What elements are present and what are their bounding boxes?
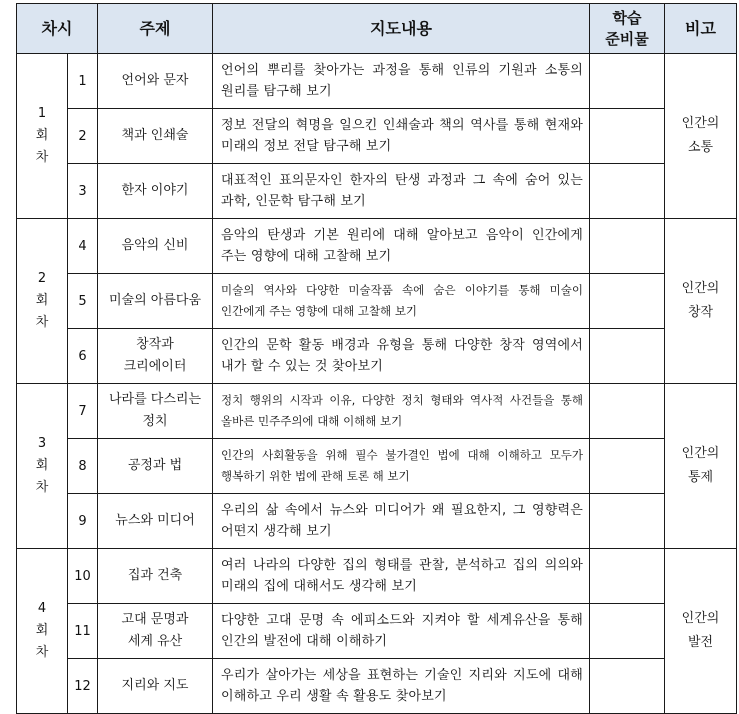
round-label-char: 2 xyxy=(37,271,47,286)
topic-cell xyxy=(98,604,213,659)
session-number: 9 xyxy=(68,494,98,549)
remark-cell xyxy=(665,54,737,219)
topic-line: 나라를 다스리는 xyxy=(108,392,202,407)
table-row xyxy=(17,384,737,439)
table-row xyxy=(17,219,737,274)
session-number: 1 xyxy=(68,54,98,109)
round-label-char: 차 xyxy=(35,150,49,165)
table-row xyxy=(17,494,737,549)
header-topic: 주제 xyxy=(98,4,213,54)
content-cell: 인간의 문학 활동 배경과 유형을 통해 다양한 창작 영역에서 내가 할 수 있는 것 찾아보기 xyxy=(213,329,590,384)
prep-cell xyxy=(590,659,665,714)
table-row xyxy=(17,329,737,384)
prep-cell xyxy=(590,329,665,384)
remark-cell xyxy=(665,384,737,549)
prep-cell xyxy=(590,384,665,439)
remark-line: 통제 xyxy=(687,470,714,485)
topic-cell xyxy=(98,494,213,549)
topic-line: 한자 이야기 xyxy=(121,183,189,198)
table-row xyxy=(17,274,737,329)
topic-line: 지리와 지도 xyxy=(121,678,189,693)
session-number: 7 xyxy=(68,384,98,439)
topic-cell xyxy=(98,274,213,329)
prep-cell xyxy=(590,439,665,494)
remark-line: 인간의 xyxy=(681,281,720,296)
header-content: 지도내용 xyxy=(213,4,590,54)
header-prep xyxy=(590,4,665,54)
topic-line: 공정과 법 xyxy=(127,458,183,473)
remark-line: 소통 xyxy=(687,140,714,155)
table-row xyxy=(17,549,737,604)
prep-cell xyxy=(590,549,665,604)
topic-cell xyxy=(98,329,213,384)
prep-cell xyxy=(590,109,665,164)
round-label-cell xyxy=(17,384,68,549)
header-round: 차시 xyxy=(17,4,98,54)
remark-line: 발전 xyxy=(687,635,714,650)
remark-cell xyxy=(665,549,737,714)
session-number: 4 xyxy=(68,219,98,274)
round-label-char: 회 xyxy=(35,128,49,143)
prep-cell xyxy=(590,604,665,659)
topic-line: 뉴스와 미디어 xyxy=(115,513,195,528)
content-cell: 인간의 사회활동을 위해 필수 불가결인 법에 대해 이해하고 모두가 행복하기 위한 법에 관해 토론 해 보기 xyxy=(213,439,590,494)
remark-line: 인간의 xyxy=(681,611,720,626)
round-label-char: 회 xyxy=(35,458,49,473)
round-label-cell xyxy=(17,54,68,219)
table-row xyxy=(17,439,737,494)
header-remark: 비고 xyxy=(665,4,737,54)
topic-cell xyxy=(98,164,213,219)
content-cell: 언어의 뿌리를 찾아가는 과정을 통해 인류의 기원과 소통의 원리를 탐구해 보기 xyxy=(213,54,590,109)
topic-cell xyxy=(98,54,213,109)
curriculum-document xyxy=(16,3,736,714)
curriculum-table xyxy=(16,3,737,714)
session-number: 11 xyxy=(68,604,98,659)
round-label-cell xyxy=(17,549,68,714)
prep-cell xyxy=(590,164,665,219)
round-label-char: 차 xyxy=(35,315,49,330)
prep-cell xyxy=(590,219,665,274)
topic-line: 창작과 xyxy=(136,337,174,352)
session-number: 5 xyxy=(68,274,98,329)
session-number: 2 xyxy=(68,109,98,164)
header-prep-line2: 준비물 xyxy=(605,29,649,48)
content-cell: 대표적인 표의문자인 한자의 탄생 과정과 그 속에 숨어 있는 과학, 인문학 탐구해 보기 xyxy=(213,164,590,219)
round-label-cell xyxy=(17,219,68,384)
prep-cell xyxy=(590,54,665,109)
topic-line: 미술의 아름다움 xyxy=(108,293,202,308)
topic-cell xyxy=(98,384,213,439)
remark-cell xyxy=(665,219,737,384)
session-number: 8 xyxy=(68,439,98,494)
prep-cell xyxy=(590,274,665,329)
topic-line: 정치 xyxy=(142,414,168,429)
topic-line: 책과 인쇄술 xyxy=(121,128,189,143)
remark-line: 인간의 xyxy=(681,446,720,461)
topic-cell xyxy=(98,109,213,164)
content-cell: 우리가 살아가는 세상을 표현하는 기술인 지리와 지도에 대해 이해하고 우리 생활 속 활용도 찾아보기 xyxy=(213,659,590,714)
table-row xyxy=(17,604,737,659)
remark-line: 인간의 xyxy=(681,116,720,131)
session-number: 3 xyxy=(68,164,98,219)
content-cell: 정보 전달의 혁명을 일으킨 인쇄술과 책의 역사를 통해 현재와 미래의 정보 전달 탐구해 보기 xyxy=(213,109,590,164)
topic-line: 언어와 문자 xyxy=(121,73,189,88)
topic-line: 크리에이터 xyxy=(123,359,187,374)
topic-cell xyxy=(98,549,213,604)
content-cell: 우리의 삶 속에서 뉴스와 미디어가 왜 필요한지, 그 영향력은 어떤지 생각해 보기 xyxy=(213,494,590,549)
round-label-char: 차 xyxy=(35,645,49,660)
content-cell: 다양한 고대 문명 속 에피소드와 지켜야 할 세계유산을 통해 인간의 발전에 대해 이해하기 xyxy=(213,604,590,659)
table-row xyxy=(17,659,737,714)
session-number: 10 xyxy=(68,549,98,604)
round-label-char: 차 xyxy=(35,480,49,495)
topic-cell xyxy=(98,219,213,274)
prep-cell xyxy=(590,494,665,549)
topic-cell xyxy=(98,439,213,494)
round-label-char: 4 xyxy=(37,601,47,616)
round-label-char: 3 xyxy=(37,436,47,451)
topic-line: 집과 건축 xyxy=(127,568,183,583)
round-label-char: 회 xyxy=(35,623,49,638)
topic-line: 세계 유산 xyxy=(127,634,183,649)
round-label-char: 1 xyxy=(37,106,47,121)
topic-line: 음악의 신비 xyxy=(121,238,189,253)
content-cell: 여러 나라의 다양한 집의 형태를 관찰, 분석하고 집의 의의와 미래의 집에 대해서도 생각해 보기 xyxy=(213,549,590,604)
header-row xyxy=(17,4,737,54)
table-row xyxy=(17,164,737,219)
round-label-char: 회 xyxy=(35,293,49,308)
session-number: 6 xyxy=(68,329,98,384)
table-row xyxy=(17,54,737,109)
table-row xyxy=(17,109,737,164)
header-prep-line1: 학습 xyxy=(612,8,642,27)
table-body xyxy=(17,54,737,714)
content-cell: 음악의 탄생과 기본 원리에 대해 알아보고 음악이 인간에게 주는 영향에 대해 고찰해 보기 xyxy=(213,219,590,274)
topic-cell xyxy=(98,659,213,714)
content-cell: 미술의 역사와 다양한 미술작품 속에 숨은 이야기를 통해 미술이 인간에게 주는 영향에 대해 고찰해 보기 xyxy=(213,274,590,329)
content-cell: 정치 행위의 시작과 이유, 다양한 정치 형태와 역사적 사건들을 통해 올바른 민주주의에 대해 이해해 보기 xyxy=(213,384,590,439)
session-number: 12 xyxy=(68,659,98,714)
remark-line: 창작 xyxy=(687,305,714,320)
topic-line: 고대 문명과 xyxy=(121,612,189,627)
